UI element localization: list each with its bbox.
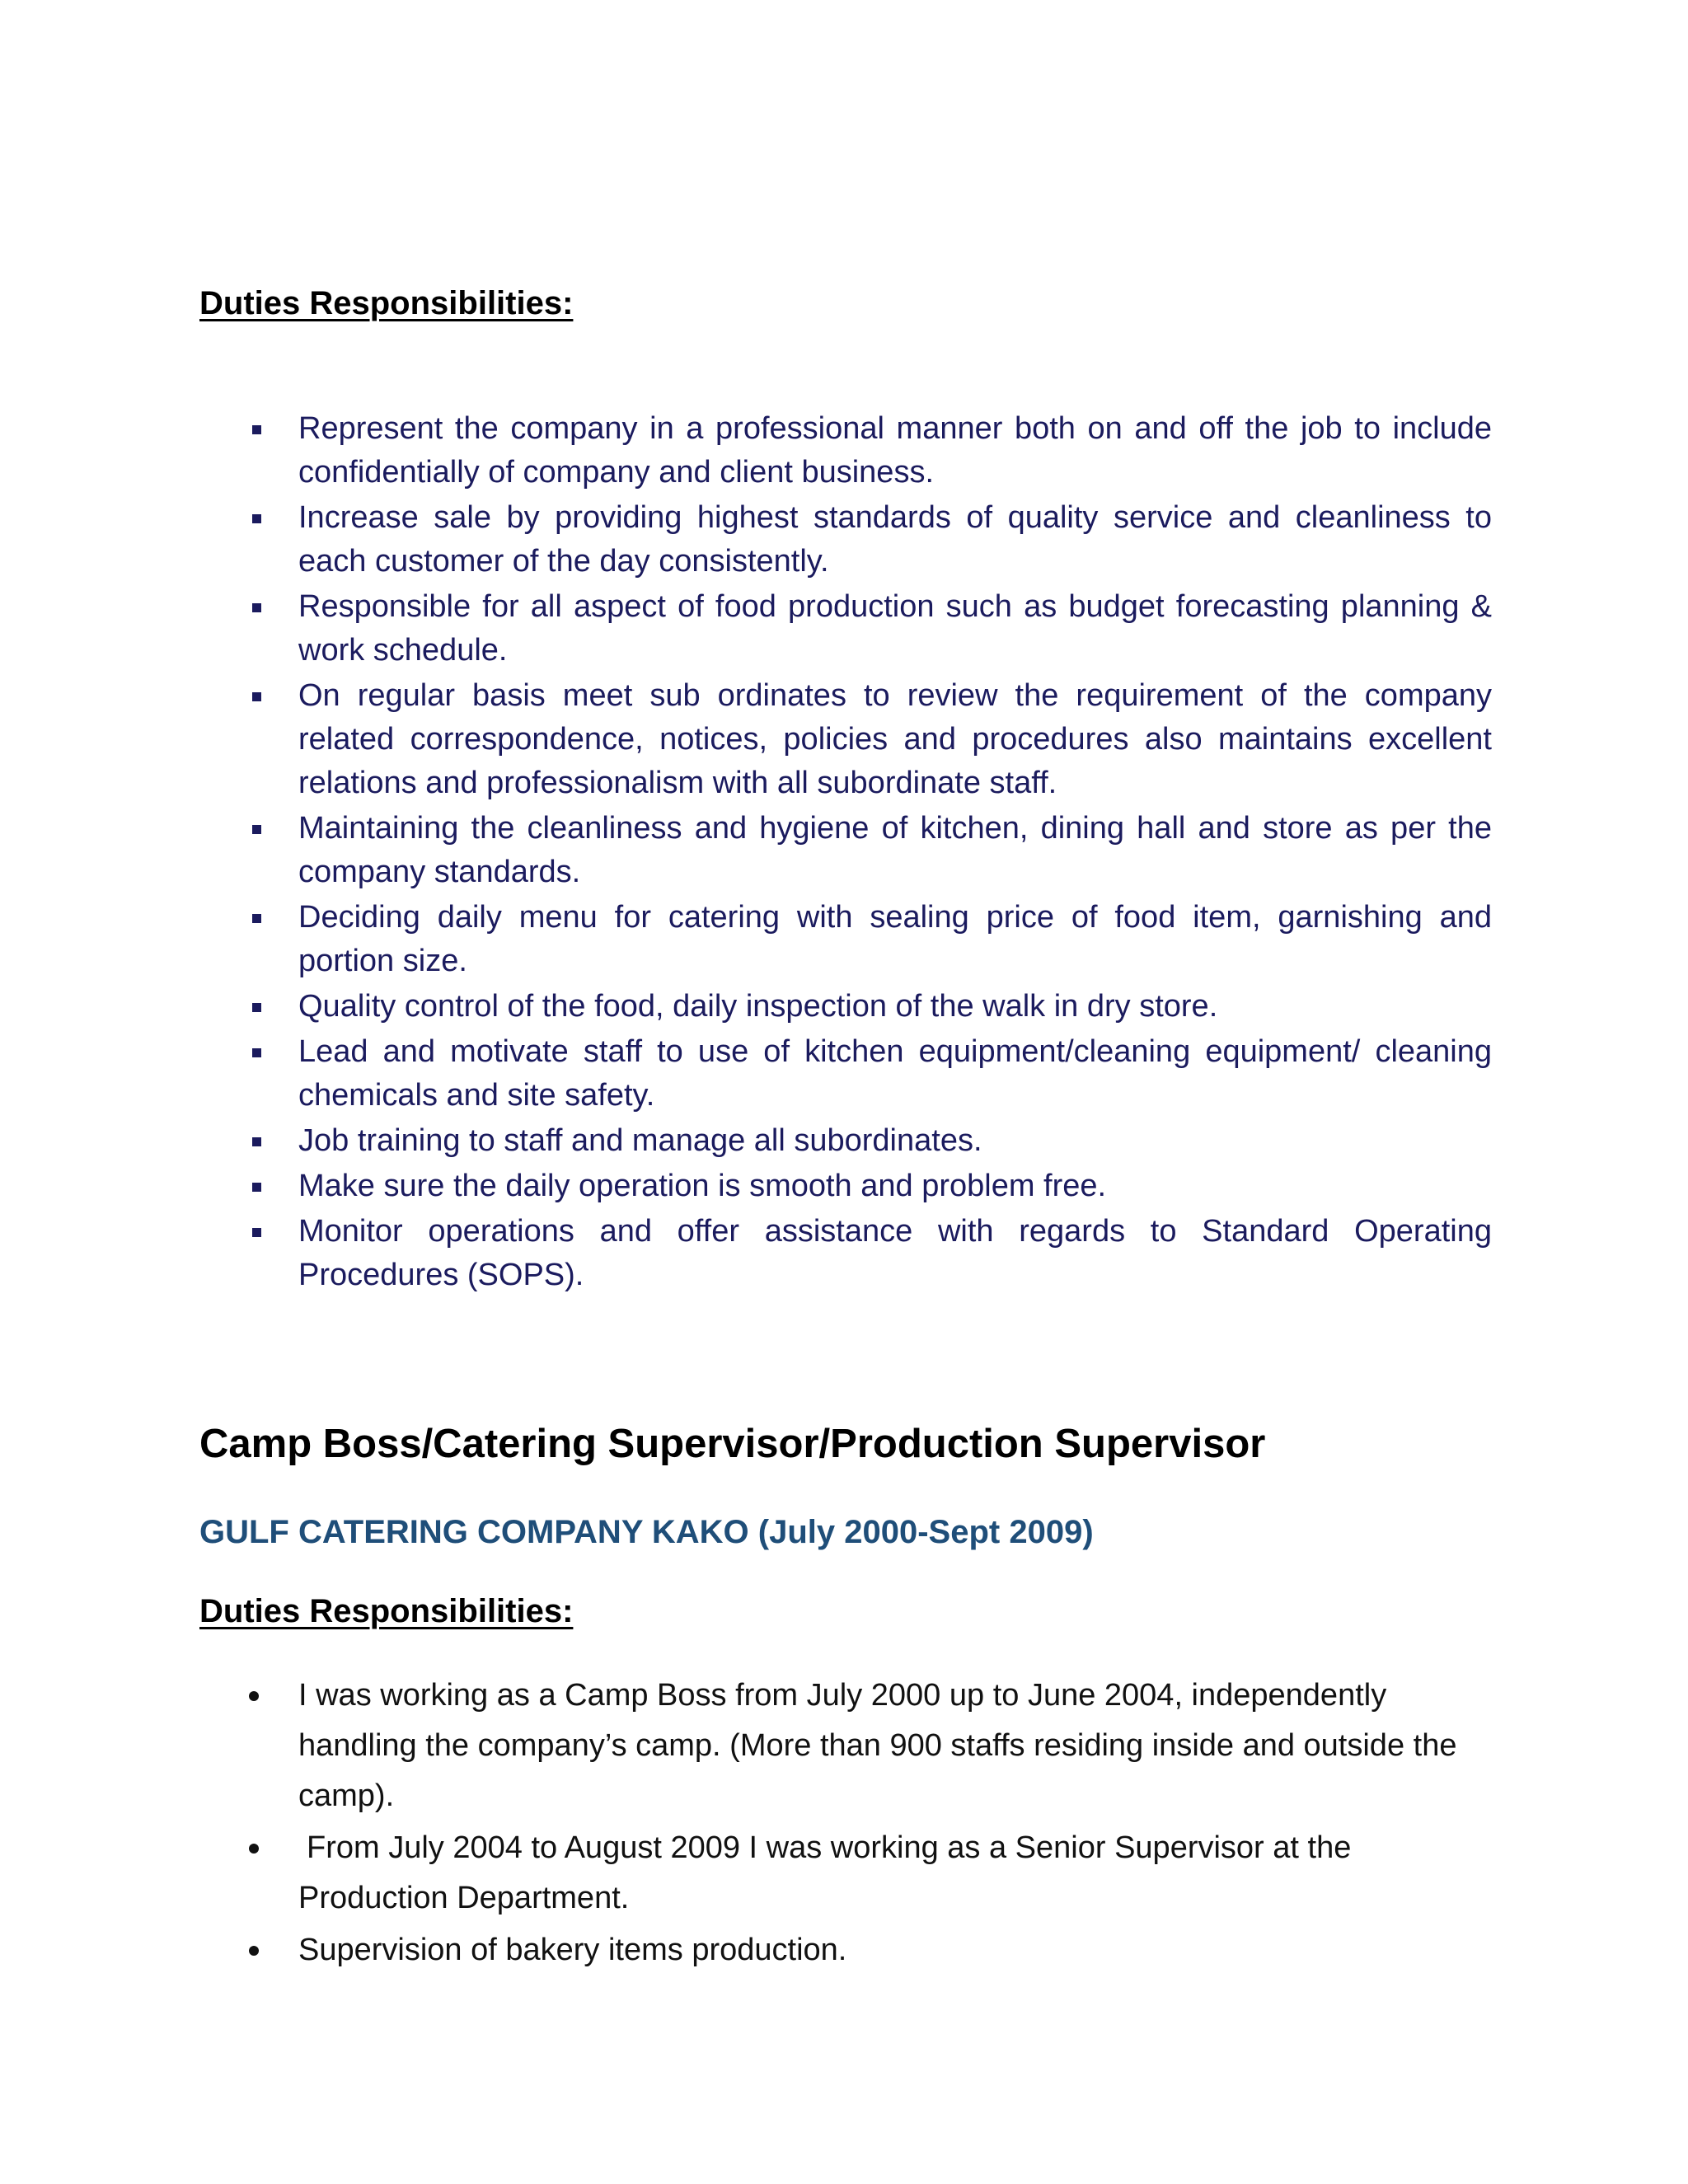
job-title: Camp Boss/Catering Supervisor/Production Supervisor: [199, 1422, 1266, 1466]
list-item: [199, 1925, 1492, 1975]
list-item-text: Job training to staff and manage all subordinates.: [298, 1123, 982, 1158]
duties-list-2: [199, 1671, 1492, 1977]
duties-list-1: [199, 407, 1492, 1299]
duties-heading-1: Duties Responsibilities:: [199, 285, 574, 321]
list-item-text: Lead and motivate staff to use of kitchen equipment/cleaning equipment/ cleaning chemicals and site safety.: [298, 1034, 1492, 1113]
square-bullet-icon: [252, 825, 261, 834]
list-item-text: On regular basis meet sub ordinates to review the requirement of the company related correspondence, notices, policies and procedures also maintains excellent relations and professionalism with all subordinate staff.: [298, 678, 1492, 800]
round-bullet-icon: [249, 1844, 259, 1854]
list-item: [199, 1210, 1492, 1297]
list-item-text: I was working as a Camp Boss from July 2000 up to June 2004, independently handling the company’s camp. (More than 900 staffs residing inside and outside the camp).: [298, 1678, 1457, 1813]
company-name: GULF CATERING COMPANY KAKO (July 2000-Sept 2009): [199, 1514, 1094, 1550]
list-item: [199, 496, 1492, 583]
round-bullet-icon: [249, 1946, 259, 1956]
list-item-text: Deciding daily menu for catering with sealing price of food item, garnishing and portion size.: [298, 900, 1492, 978]
square-bullet-icon: [252, 1228, 261, 1237]
list-item: [199, 674, 1492, 805]
round-bullet-icon: [249, 1691, 259, 1701]
square-bullet-icon: [252, 692, 261, 701]
list-item: [199, 985, 1492, 1029]
list-item-text: Represent the company in a professional manner both on and off the job to include confidentially of company and client business.: [298, 411, 1492, 490]
square-bullet-icon: [252, 914, 261, 923]
list-item: [199, 407, 1492, 494]
list-item-text: Quality control of the food, daily inspection of the walk in dry store.: [298, 989, 1218, 1024]
list-item: [199, 807, 1492, 894]
list-item: [199, 585, 1492, 673]
duties-heading-2: Duties Responsibilities:: [199, 1593, 574, 1629]
list-item-text: Responsible for all aspect of food production such as budget forecasting planning & work schedule.: [298, 589, 1492, 668]
list-item-text: Increase sale by providing highest standards of quality service and cleanliness to each customer of the day consistently.: [298, 500, 1492, 579]
list-item-text: From July 2004 to August 2009 I was working as a Senior Supervisor at the Production Department.: [298, 1830, 1352, 1915]
list-item: [199, 1823, 1492, 1924]
list-item-text: Make sure the daily operation is smooth and problem free.: [298, 1169, 1107, 1203]
square-bullet-icon: [252, 514, 261, 523]
list-item: [199, 1119, 1492, 1163]
list-item: [199, 896, 1492, 983]
square-bullet-icon: [252, 1048, 261, 1057]
list-item: [199, 1165, 1492, 1208]
square-bullet-icon: [252, 603, 261, 612]
list-item: [199, 1030, 1492, 1118]
list-item-text: Maintaining the cleanliness and hygiene of kitchen, dining hall and store as per the company standards.: [298, 811, 1492, 889]
list-item: [199, 1671, 1492, 1821]
list-item-text: Monitor operations and offer assistance with regards to Standard Operating Procedures (SOPS).: [298, 1214, 1492, 1292]
list-item-text: Supervision of bakery items production.: [298, 1933, 847, 1967]
square-bullet-icon: [252, 425, 261, 434]
square-bullet-icon: [252, 1183, 261, 1192]
square-bullet-icon: [252, 1137, 261, 1146]
square-bullet-icon: [252, 1003, 261, 1012]
